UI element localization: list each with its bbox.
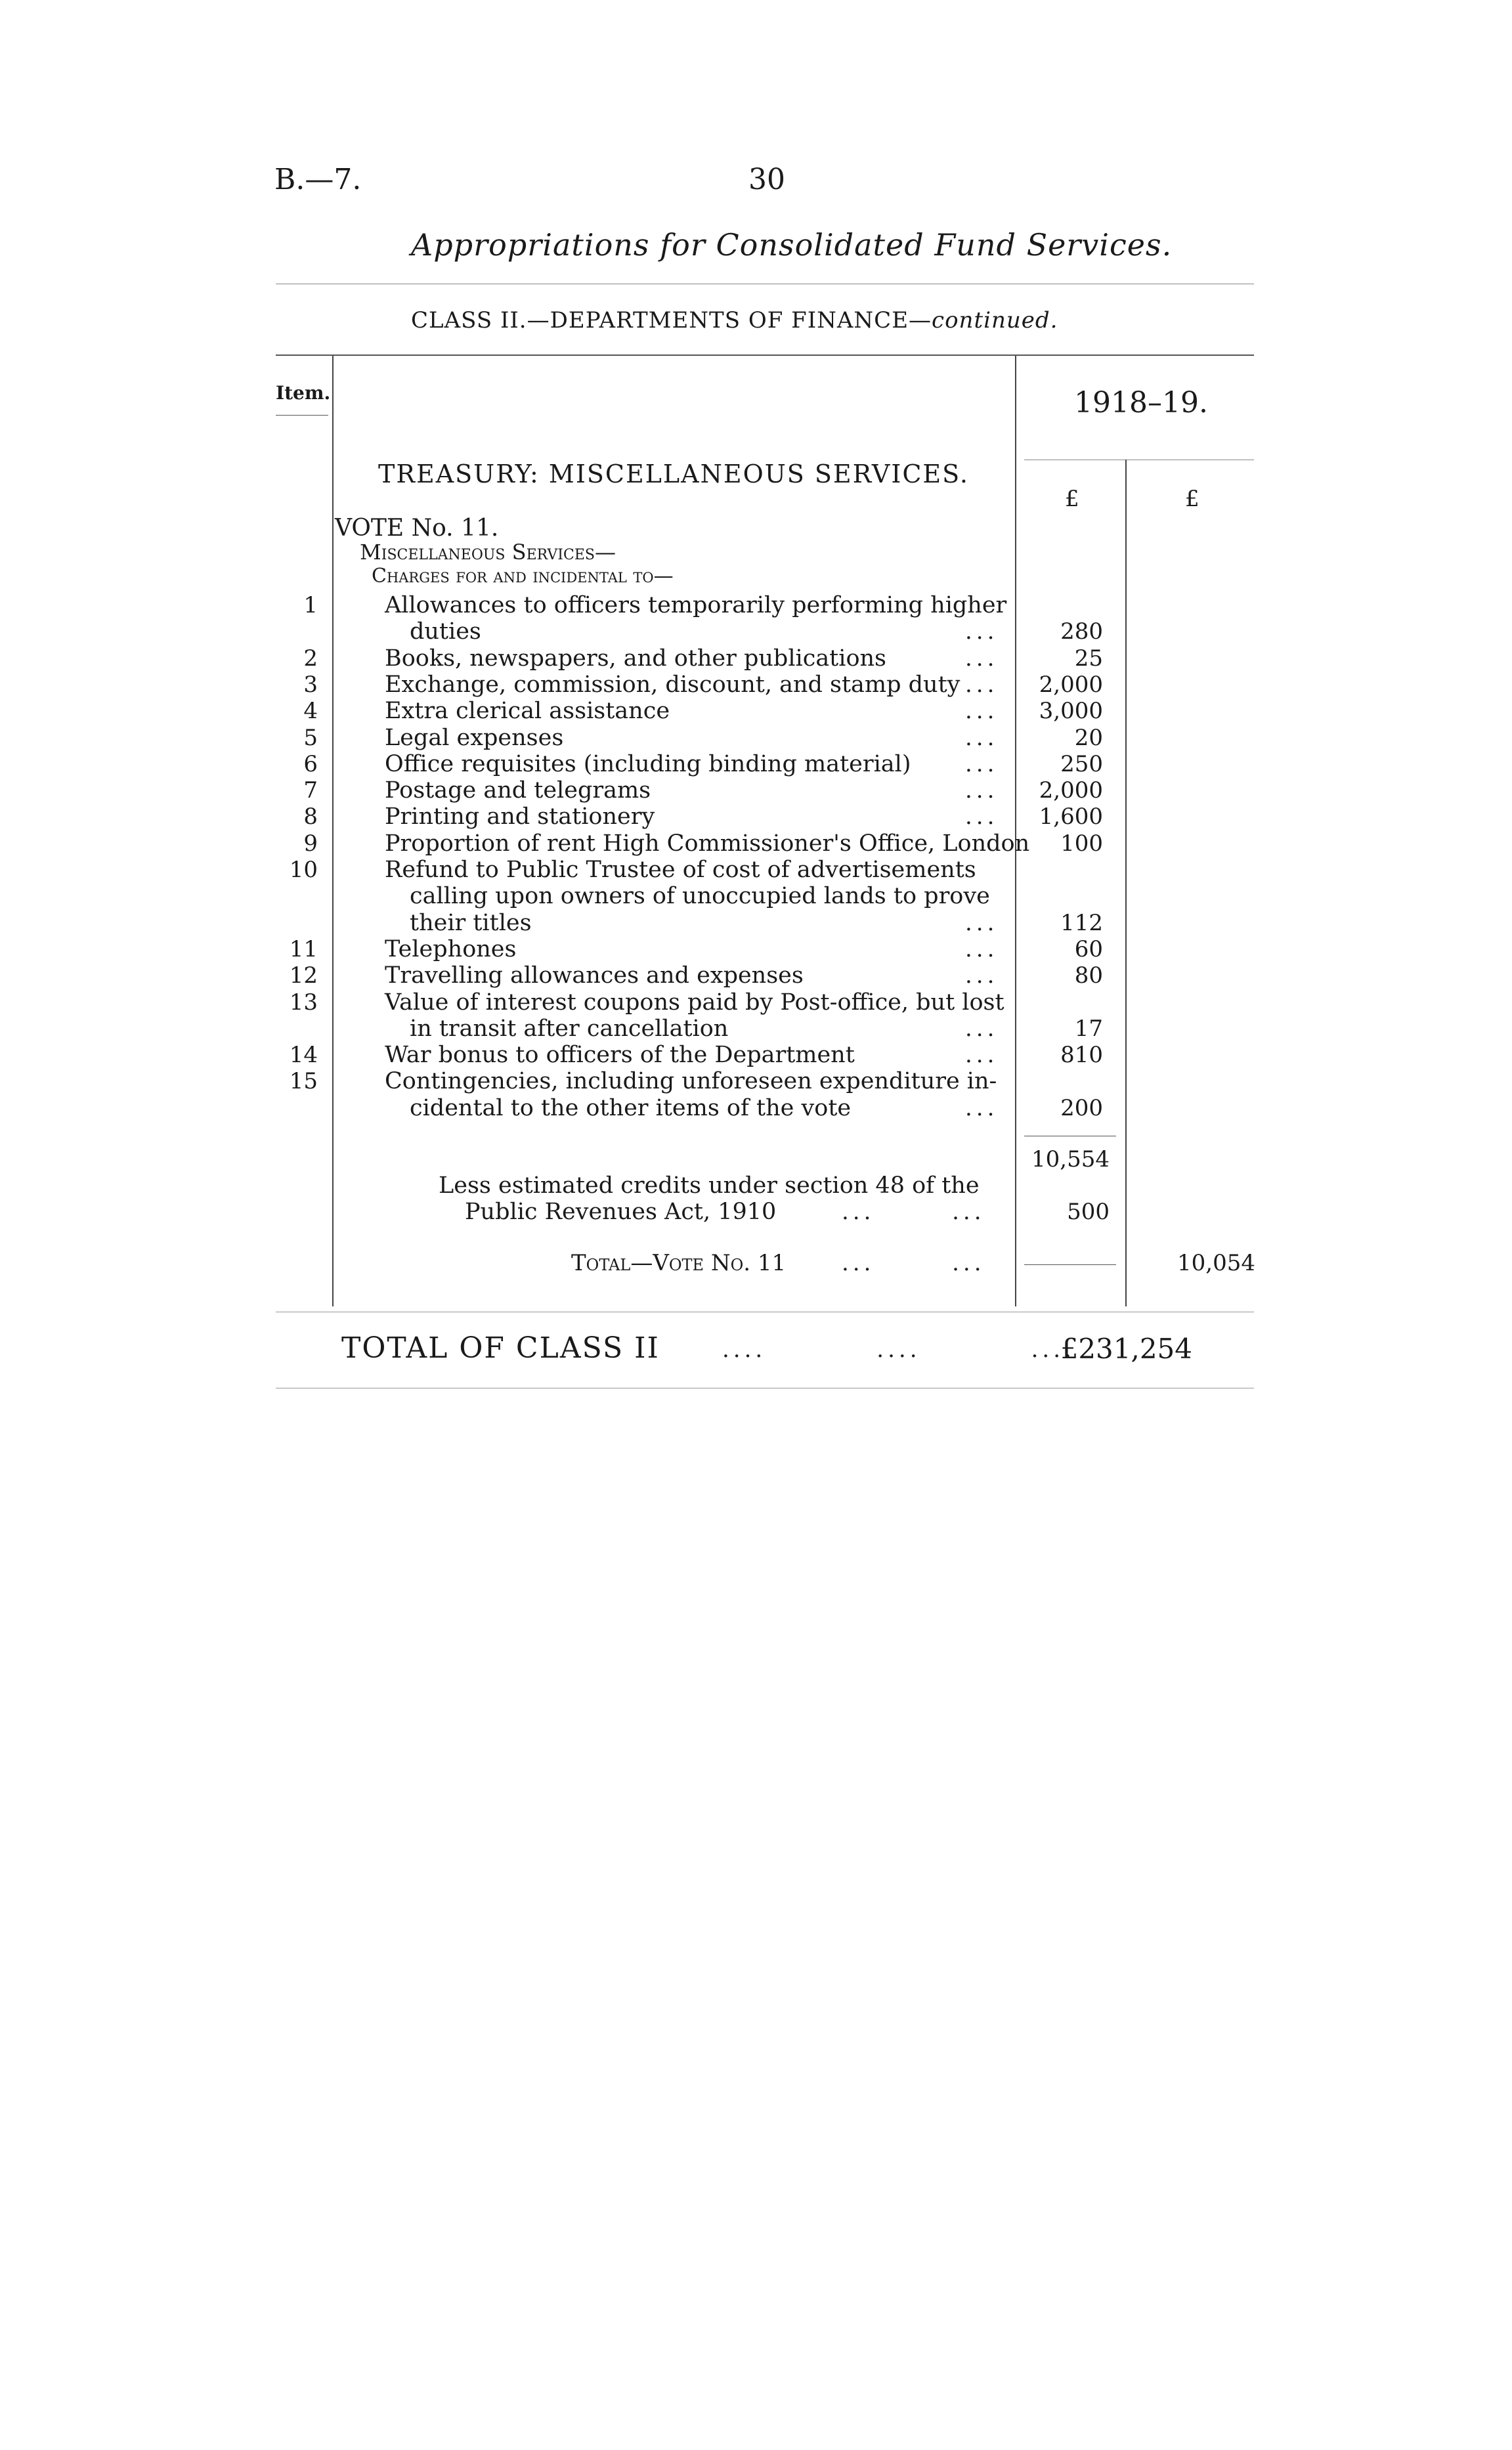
item-description-line: their titles xyxy=(410,909,532,936)
item-header-underline xyxy=(276,415,328,416)
table-top-rule xyxy=(276,355,1254,356)
leader-dots: ... xyxy=(965,698,999,725)
item-amount: 112 xyxy=(1060,909,1103,936)
item-amount: 280 xyxy=(1060,618,1103,645)
leader-dots: ... xyxy=(965,1042,999,1069)
leader-dots: ... xyxy=(965,724,999,751)
item-amount: 250 xyxy=(1060,750,1103,777)
section-title: TREASURY: MISCELLANEOUS SERVICES. xyxy=(378,460,969,488)
item-amount: 2,000 xyxy=(1039,777,1103,804)
item-column-divider xyxy=(332,356,334,1306)
item-description-line: Extra clerical assistance xyxy=(385,698,670,725)
item-description-line: Proportion of rent High Commissioner's Office, London xyxy=(385,830,1030,857)
item-number: 12 xyxy=(289,962,318,989)
leader-dots: ... xyxy=(965,962,999,989)
subtotal-value: 10,554 xyxy=(1031,1146,1110,1172)
currency-symbol-column-1: £ xyxy=(1065,486,1079,512)
class-total-label: TOTAL OF CLASS II xyxy=(341,1331,660,1365)
item-amount: 200 xyxy=(1060,1094,1103,1121)
item-number: 15 xyxy=(289,1068,318,1095)
item-amount: 80 xyxy=(1074,962,1103,989)
leader-dots: ... xyxy=(965,935,999,962)
item-number: 4 xyxy=(303,698,318,725)
item-description-line: Value of interest coupons paid by Post-office, but lost xyxy=(385,989,1004,1016)
item-description-line: Contingencies, including unforeseen expenditure in- xyxy=(385,1068,997,1095)
item-description-line: Printing and stationery xyxy=(385,804,655,830)
item-number: 13 xyxy=(289,989,318,1016)
item-amount: 60 xyxy=(1074,935,1103,962)
item-number: 5 xyxy=(303,724,318,751)
class-total-value: £231,254 xyxy=(1060,1333,1192,1365)
item-description-line: Postage and telegrams xyxy=(385,777,651,804)
item-number: 14 xyxy=(289,1042,318,1069)
total-vote-value: 10,054 xyxy=(1177,1250,1255,1276)
class-total-leader-dots: .... .... .... xyxy=(722,1337,1075,1363)
item-description-line: Allowances to officers temporarily performing higher xyxy=(385,592,1007,618)
item-amount: 20 xyxy=(1074,724,1103,751)
item-number: 3 xyxy=(303,671,318,698)
less-credits-line-1: Less estimated credits under section 48 of the xyxy=(439,1172,980,1199)
item-description-line: calling upon owners of unoccupied lands to prove xyxy=(410,883,990,910)
item-amount: 2,000 xyxy=(1039,671,1103,698)
item-description-line: in transit after cancellation xyxy=(410,1015,729,1042)
item-description-line: War bonus to officers of the Department xyxy=(385,1042,855,1069)
class-heading-continued: continued. xyxy=(932,307,1058,333)
total-vote-label: Total—Vote No. 11 xyxy=(571,1250,787,1276)
item-description-line: duties xyxy=(410,618,481,645)
total-vote-leader-dots: ... ... xyxy=(842,1250,985,1276)
item-description-line: cidental to the other items of the vote xyxy=(410,1094,852,1121)
item-column-header: Item. xyxy=(276,382,331,404)
item-number: 9 xyxy=(303,830,318,857)
item-amount: 100 xyxy=(1060,830,1103,857)
item-description-line: Books, newspapers, and other publications xyxy=(385,645,887,672)
leader-dots: ... xyxy=(965,777,999,804)
item-amount: 3,000 xyxy=(1039,698,1103,725)
item-description-line: Exchange, commission, discount, and stamp duty xyxy=(385,671,961,698)
leader-dots: ... xyxy=(965,1094,999,1121)
leader-dots: ... xyxy=(965,645,999,672)
page-number: 30 xyxy=(748,163,785,196)
leader-dots: ... xyxy=(965,1015,999,1042)
item-description-line: Telephones xyxy=(385,935,517,962)
year-column-header: 1918–19. xyxy=(1074,386,1208,419)
item-amount: 17 xyxy=(1074,1015,1103,1042)
total-vote-rule xyxy=(1024,1264,1116,1265)
sub-heading-charges: Charges for and incidental to— xyxy=(372,565,674,588)
item-number: 7 xyxy=(303,777,318,804)
page-title: Appropriations for Consolidated Fund Services. xyxy=(411,227,1173,263)
item-description-line: Travelling allowances and expenses xyxy=(385,962,804,989)
item-number: 6 xyxy=(303,750,318,777)
item-description-line: Legal expenses xyxy=(385,724,564,751)
value-column-divider-2 xyxy=(1125,460,1127,1306)
item-description-line: Office requisites (including binding material) xyxy=(385,750,911,777)
leader-dots: ... xyxy=(965,909,999,936)
sub-heading-services: Miscellaneous Services— xyxy=(360,540,616,565)
item-number: 10 xyxy=(289,857,318,883)
item-number: 2 xyxy=(303,645,318,672)
leader-dots: ... xyxy=(965,671,999,698)
item-description-line: Refund to Public Trustee of cost of advertisements xyxy=(385,857,976,883)
item-number: 11 xyxy=(289,935,318,962)
less-credits-value: 500 xyxy=(1067,1199,1110,1225)
leader-dots: ... xyxy=(965,804,999,830)
less-credits-leader-dots: ... ... xyxy=(842,1199,985,1225)
item-number: 8 xyxy=(303,804,318,830)
class-heading xyxy=(411,307,1058,333)
leader-dots: ... xyxy=(965,750,999,777)
leader-dots: ... xyxy=(965,618,999,645)
item-amount: 25 xyxy=(1074,645,1103,672)
less-credits-line-2: Public Revenues Act, 1910 xyxy=(465,1199,777,1225)
currency-symbol-column-2: £ xyxy=(1185,486,1199,512)
item-amount: 810 xyxy=(1060,1042,1103,1069)
document-reference: B.—7. xyxy=(274,163,362,196)
vote-label: VOTE No. 11. xyxy=(335,515,499,542)
item-number: 1 xyxy=(303,592,318,618)
class-heading-main: CLASS II.—DEPARTMENTS OF FINANCE— xyxy=(411,307,932,333)
item-amount: 1,600 xyxy=(1039,804,1103,830)
